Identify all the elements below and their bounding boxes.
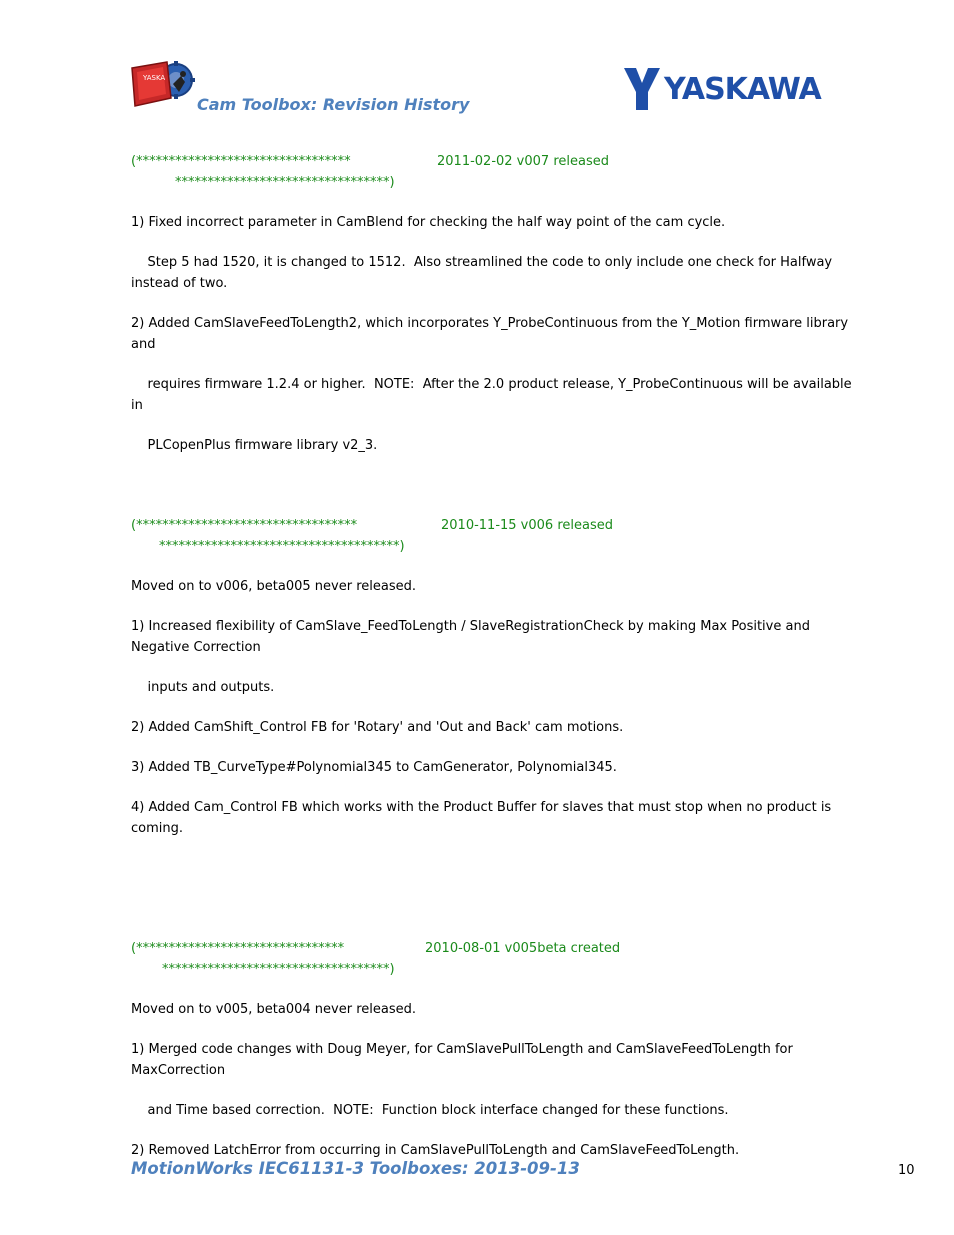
page-header-title: Cam Toolbox: Revision History <box>197 95 470 114</box>
revision-line: and <box>131 337 156 352</box>
revision-line: Moved on to v006, beta005 never released. <box>131 579 416 594</box>
revision-line: 1) Merged code changes with Doug Meyer, for CamSlavePullToLength and CamSlaveFeedToLength for <box>131 1042 793 1057</box>
revision-line: Moved on to v005, beta004 never released. <box>131 1002 416 1017</box>
revision-line: Negative Correction <box>131 640 261 655</box>
revision-line: MaxCorrection <box>131 1063 226 1078</box>
revision-banner-right: ***********************************) <box>162 962 395 977</box>
revision-line: Step 5 had 1520, it is changed to 1512. Also streamlined the code to only include one check for Halfway <box>131 255 833 270</box>
revision-line: PLCopenPlus firmware library v2_3. <box>131 438 378 453</box>
revision-line: 2) Added CamSlaveFeedToLength2, which incorporates Y_ProbeContinuous from the Y_Motion firmware library <box>131 316 849 331</box>
revision-line: 2) Added CamShift_Control FB for 'Rotary' and 'Out and Back' cam motions. <box>131 720 624 735</box>
revision-line: in <box>131 398 143 413</box>
revision-line: 1) Fixed incorrect parameter in CamBlend for checking the half way point of the cam cycle. <box>131 215 726 230</box>
revision-line: and Time based correction. NOTE: Function block interface changed for these functions. <box>131 1103 729 1118</box>
revision-banner-date: 2010-11-15 v006 released <box>441 518 613 533</box>
svg-text:YASKAWA: YASKAWA <box>664 72 821 107</box>
revision-banner-left: (********************************** <box>131 518 358 533</box>
revision-line: coming. <box>131 821 183 836</box>
footer-title: MotionWorks IEC61131-3 Toolboxes: 2013-09-13 <box>131 1159 580 1178</box>
revision-banner-left: (********************************* <box>131 154 351 169</box>
page-number: 10 <box>898 1163 915 1178</box>
revision-banner-right: *********************************) <box>175 175 395 190</box>
revision-banner-date: 2011-02-02 v007 released <box>437 154 609 169</box>
revision-banner-right: *************************************) <box>159 539 405 554</box>
revision-banner-left: (******************************** <box>131 941 345 956</box>
revision-banner-date: 2010-08-01 v005beta created <box>425 941 621 956</box>
revision-line: 4) Added Cam_Control FB which works with the Product Buffer for slaves that must stop when no product is <box>131 800 832 815</box>
revision-line: inputs and outputs. <box>131 680 275 695</box>
toolbox-logo <box>129 58 199 114</box>
yaskawa-logo <box>622 66 844 112</box>
svg-text:YASKA: YASKA <box>143 74 166 82</box>
revision-line: 2) Removed LatchError from occurring in CamSlavePullToLength and CamSlaveFeedToLength. <box>131 1143 740 1158</box>
revision-line: 3) Added TB_CurveType#Polynomial345 to CamGenerator, Polynomial345. <box>131 760 617 775</box>
revision-line: requires firmware 1.2.4 or higher. NOTE: After the 2.0 product release, Y_ProbeContinuous will be available <box>131 377 852 392</box>
revision-line: instead of two. <box>131 276 228 291</box>
revision-line: 1) Increased flexibility of CamSlave_FeedToLength / SlaveRegistrationCheck by making Max Positive and <box>131 619 810 634</box>
